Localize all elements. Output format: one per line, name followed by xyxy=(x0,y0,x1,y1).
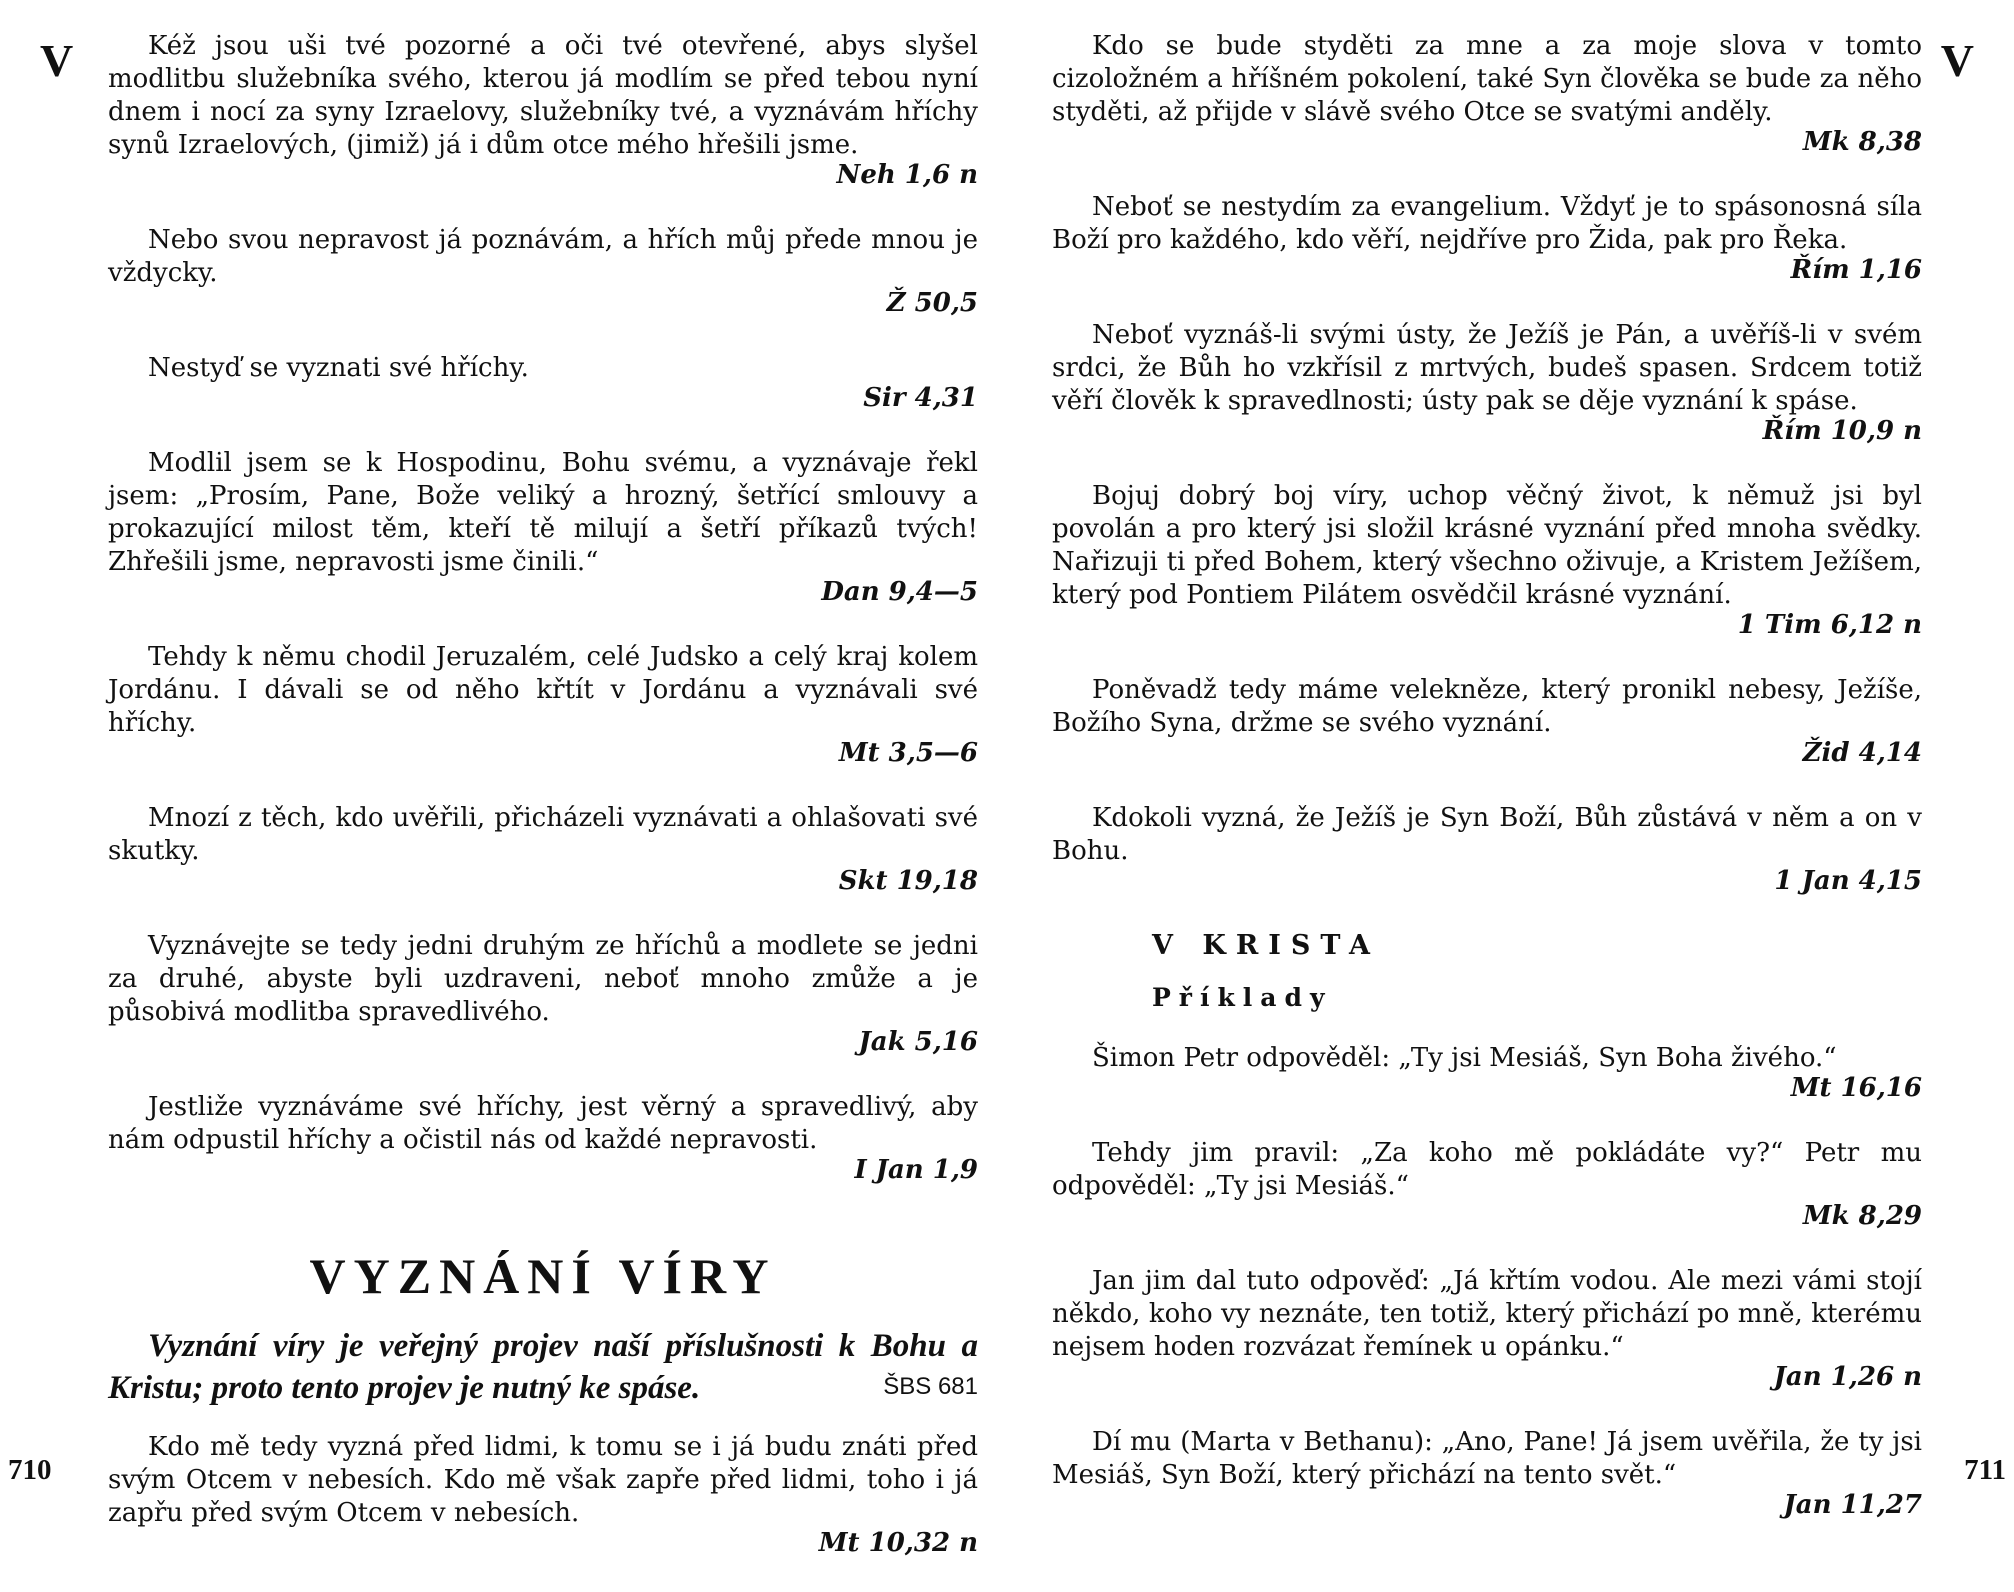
intro-reference: ŠBS 681 xyxy=(883,1373,978,1400)
text-column xyxy=(1052,30,1922,1554)
entry-text: Neboť vyznáš-li svými ústy, že Ježíš je Pán, a uvěříš-li v svém srdci, že Bůh ho vzkřísil z mrtvých, budeš spasen. Srdcem totiž věří člověk k spravedlnosti; ústy pak se děje vyznání k spáse. xyxy=(1052,320,1922,416)
entry-reference: Jan 11,27 xyxy=(1783,1490,1922,1520)
entry-text: Tehdy k němu chodil Jeruzalém, celé Judsko a celý kraj kolem Jordánu. I dávali se od něho křtít v Jordánu a vyznávali své hříchy. xyxy=(108,642,978,738)
entry-text: Kdo mě tedy vyzná před lidmi, k tomu se i já budu znáti před svým Otcem v nebesích. Kdo mě však zapře před lidmi, toho i já zapřu před svým Otcem v nebesích. xyxy=(108,1432,978,1528)
entry-reference: Řím 1,16 xyxy=(1790,255,1922,285)
right-page xyxy=(1007,0,2014,1520)
entry-text: Modlil jsem se k Hospodinu, Bohu svému, a vyznávaje řekl jsem: „Prosím, Pane, Bože veliký a hrozný, šetřící smlouvy a prokazující milost těm, kteří tě milují a šetří příkazů tvých! Zhřešili jsme, nepravosti jsme činili.“ xyxy=(108,448,978,577)
scripture-entry xyxy=(108,224,978,318)
entry-text: Šimon Petr odpověděl: „Ty jsi Mesiáš, Syn Boha živého.“ xyxy=(1092,1043,1837,1073)
scripture-entry xyxy=(108,30,978,190)
entry-text: Kéž jsou uši tvé pozorné a oči tvé otevřené, abys slyšel modlitbu služebníka svého, kterou já modlím se před tebou nyní dnem i nocí za syny Izraelovy, služebníky tvé, a vyznávám hříchy synů Izraelových, (jimiž) já i dům otce mého hřešili jsme. xyxy=(108,31,978,160)
scripture-entry xyxy=(1052,319,1922,446)
entry-text: Vyznávejte se tedy jedni druhým ze hříchů a modlete se jedni za druhé, abyste byli uzdraveni, neboť mnoho zmůže a je působivá modlitba spravedlivého. xyxy=(108,931,978,1027)
subsection-heading: V KRISTA xyxy=(1152,930,1380,961)
entry-text: Kdokoli vyzná, že Ježíš je Syn Boží, Bůh zůstává v něm a on v Bohu. xyxy=(1052,803,1922,866)
entry-reference: Neh 1,6 n xyxy=(836,160,978,190)
scripture-entry xyxy=(108,352,978,413)
entry-reference: Řím 10,9 n xyxy=(1762,416,1922,446)
scripture-entry xyxy=(108,1091,978,1185)
entry-text: Bojuj dobrý boj víry, uchop věčný život, k němuž jsi byl povolán a pro který jsi složil krásné vyznání před mnoha svědky. Nařizuji ti před Bohem, který všechno oživuje, a Kristem Ježíšem, který pod Pontiem Pilátem osvědčil krásné vyznání. xyxy=(1052,481,1922,610)
left-page xyxy=(0,0,1007,1558)
scripture-entry xyxy=(108,447,978,607)
entry-reference: I Jan 1,9 xyxy=(854,1155,978,1185)
entry-text: Tehdy jim pravil: „Za koho mě pokládáte vy?“ Petr mu odpověděl: „Ty jsi Mesiáš.“ xyxy=(1052,1138,1922,1201)
scripture-entry xyxy=(1052,674,1922,768)
scripture-entry xyxy=(108,1431,978,1558)
scripture-entry xyxy=(1052,30,1922,157)
entry-reference: Skt 19,18 xyxy=(838,866,978,896)
entry-reference: Žid 4,14 xyxy=(1802,738,1922,768)
scripture-entry xyxy=(108,930,978,1057)
scripture-entry xyxy=(1052,1426,1922,1520)
entry-text: Nebo svou nepravost já poznávám, a hřích můj přede mnou je vždycky. xyxy=(108,225,978,288)
intro-text: Vyznání víry je veřejný projev naší příslušnosti k Bohu a Kristu; proto tento projev je nutný ke spáse. xyxy=(108,1328,978,1406)
scripture-entry xyxy=(1052,191,1922,285)
entry-text: Neboť se nestydím za evangelium. Vždyť je to spásonosná síla Boží pro každého, kdo věří, nejdříve pro Žida, pak pro Řeka. xyxy=(1052,192,1922,255)
scripture-entry xyxy=(1052,1042,1922,1103)
scripture-entry xyxy=(1052,1137,1922,1231)
page-number: 711 xyxy=(1964,1454,2006,1486)
scripture-entry xyxy=(1052,480,1922,640)
entry-reference: Mk 8,29 xyxy=(1802,1201,1922,1231)
scripture-entry xyxy=(1052,1265,1922,1392)
entry-reference: Jak 5,16 xyxy=(858,1027,978,1057)
section-letter: V xyxy=(40,35,74,86)
entry-reference: Sir 4,31 xyxy=(863,383,978,413)
entry-text: Nestyď se vyznati své hříchy. xyxy=(148,353,529,383)
scripture-entry xyxy=(108,641,978,768)
section-intro xyxy=(108,1325,978,1406)
entry-reference: Dan 9,4—5 xyxy=(821,577,978,607)
scripture-entry xyxy=(1052,802,1922,896)
entry-reference: Mt 3,5—6 xyxy=(838,738,978,768)
entry-text: Jestliže vyznáváme své hříchy, jest věrný a spravedlivý, aby nám odpustil hříchy a očistil nás od každé nepravosti. xyxy=(108,1092,978,1155)
entry-text: Dí mu (Marta v Bethanu): „Ano, Pane! Já jsem uvěřila, že ty jsi Mesiáš, Syn Boží, který přichází na tento svět.“ xyxy=(1052,1427,1922,1490)
entry-reference: Ž 50,5 xyxy=(886,288,978,318)
entry-reference: Mt 10,32 n xyxy=(818,1528,978,1558)
entry-text: Mnozí z těch, kdo uvěřili, přicházeli vyznávati a ohlašovati své skutky. xyxy=(108,803,978,866)
entry-text: Jan jim dal tuto odpověď: „Já křtím vodou. Ale mezi vámi stojí někdo, koho vy neznáte, ten totiž, který přichází po mně, kterému nejsem hoden rozvázat řemínek u opánku.“ xyxy=(1052,1266,1922,1362)
text-column xyxy=(108,30,978,1592)
subsection-subheading: Příklady xyxy=(1152,983,1333,1012)
section-heading: VYZNÁNÍ VÍRY xyxy=(309,1248,777,1304)
page-number: 710 xyxy=(8,1454,52,1486)
entry-reference: Mt 16,16 xyxy=(1790,1073,1922,1103)
entry-reference: Mk 8,38 xyxy=(1802,127,1922,157)
entry-text: Kdo se bude styděti za mne a za moje slova v tomto cizoložném a hříšném pokolení, také Syn člověka se bude za něho styděti, až přijde v slávě svého Otce se svatými anděly. xyxy=(1052,31,1922,127)
entry-reference: 1 Tim 6,12 n xyxy=(1737,610,1922,640)
entry-reference: 1 Jan 4,15 xyxy=(1774,866,1922,896)
entry-text: Poněvadž tedy máme velekněze, který pronikl nebesy, Ježíše, Božího Syna, držme se svého vyznání. xyxy=(1052,675,1922,738)
scripture-entry xyxy=(108,802,978,896)
entry-reference: Jan 1,26 n xyxy=(1773,1362,1922,1392)
section-letter: V xyxy=(1940,35,1974,86)
